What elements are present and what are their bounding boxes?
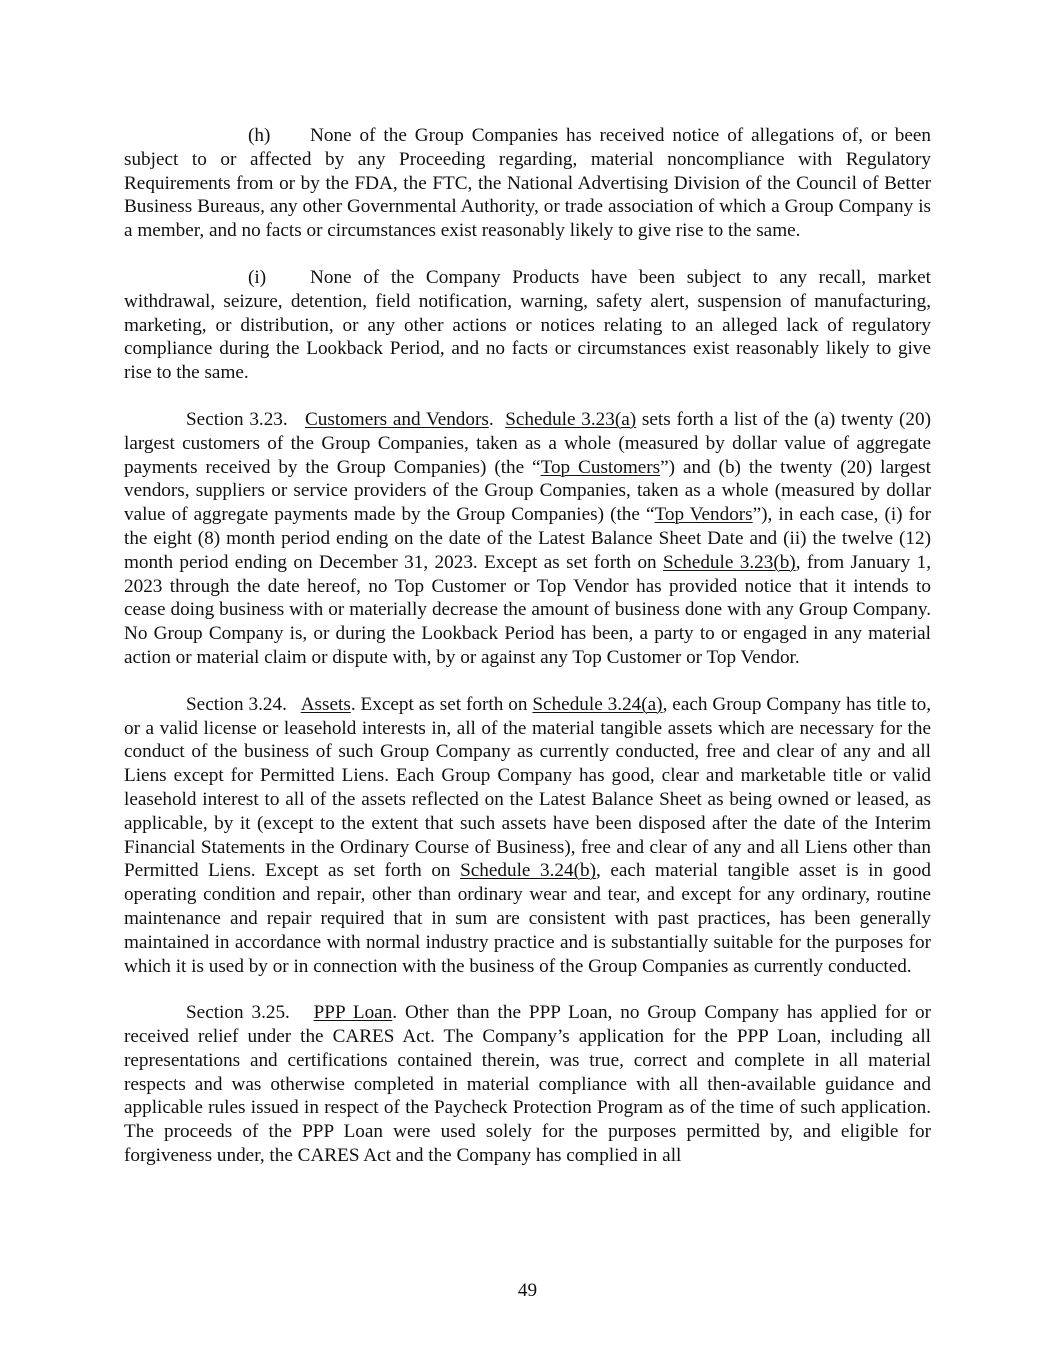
paragraph-i-number: (i) [248,266,267,288]
section-3-23-text-2: ”) and (b) the twenty (20) largest vendors, suppliers or service providers of the Group Companies, taken as a whole (measured by dollar value of aggregate payments made by the Group Companies) (the “ [124,456,931,526]
schedule-3-23-b-link: Schedule 3.23(b) [663,551,796,573]
section-3-23-title: Customers and Vendors [305,408,489,430]
section-3-24-text-1: . Except as set forth on [350,693,533,715]
section-3-24-text-2: , each Group Company has title to, or a valid license or leasehold interests in, all of the material tangible assets which are necessary for the conduct of the business of such Group Company as currently conducted, free and clear of any and all Liens except for Permitted Liens. Each Group Company has good, clear and marketable title or valid leasehold interest to all of the assets reflected on the Latest Balance Sheet as being owned or leased, as applicable, by it (except to the extent that such assets have been disposed after the date of the Interim Financial Statements in the Ordinary Course of Business), free and clear of any and all Liens other than Permitted Liens. Except as set forth on [124,693,931,882]
section-3-23-label: Section 3.23. [186,408,288,430]
section-3-25 [124,1001,931,1168]
page-number: 49 [517,1280,538,1301]
section-3-24-label: Section 3.24. [186,693,287,715]
section-3-23-text-4: , from January 1, 2023 through the date hereof, no Top Customer or Top Vendor has provided notice that it intends to cease doing business with or materially decrease the amount of business done with any Group Company. No Group Company is, or during the Lookback Period has been, a party to or engaged in any material action or material claim or dispute with, by or against any Top Customer or Top Vendor. [124,551,931,668]
section-3-23 [124,408,931,670]
paragraph-h [124,124,931,243]
section-3-25-label: Section 3.25. [186,1002,290,1024]
schedule-3-23-a-link: Schedule 3.23(a) [505,408,637,430]
section-3-24 [124,693,931,979]
section-3-24-text-3: , each material tangible asset is in good operating condition and repair, other than ordinary wear and tear, and except for any ordinary, routine maintenance and repair required that in sum are consistent with past practices, has been generally maintained in accordance with normal industry practice and is substantially suitable for the purposes for which it is used by or in connection with the business of the Group Companies as currently conducted. [124,860,931,977]
paragraph-h-text: None of the Group Companies has received notice of allegations of, or been subject to or affected by any Proceeding regarding, material noncompliance with Regulatory Requirements from or by the FDA, the FTC, the National Advertising Division of the Council of Better Business Bureaus, any other Governmental Authority, or trade association of which a Group Company is a member, and no facts or circumstances exist reasonably likely to give rise to the same. [124,125,931,242]
paragraph-i-text: None of the Company Products have been subject to any recall, market withdrawal, seizure, detention, field notification, warning, safety alert, suspension of manufacturing, marketing, or distribution, or any other actions or notices relating to an alleged lack of regulatory compliance during the Lookback Period, and no facts or circumstances exist reasonably likely to give rise to the same. [124,266,931,384]
paragraph-i [124,266,931,385]
section-3-23-text-3: ”), in each case, (i) for the eight (8) month period ending on the date of the Latest Balance Sheet Date and (ii) the twelve (12) month period ending on December 31, 2023. Except as set forth on [124,504,932,573]
section-3-23-title-period: . [488,408,494,430]
top-customers-term: Top Customers [540,456,661,478]
section-3-23-text-1: sets forth a list of the (a) twenty (20) largest customers of the Group Companies, taken as a whole (measured by dollar value of aggregate payments received by the Group Companies) (the “ [124,408,932,478]
section-3-25-text-1: . Other than the PPP Loan, no Group Company has applied for or received relief under the CARES Act. The Company’s application for the PPP Loan, including all representations and certifications contained therein, was true, correct and complete in all material respects and was otherwise completed in material compliance with all then-available guidance and applicable rules issued in respect of the Paycheck Protection Program as of the time of such application. The proceeds of the PPP Loan were used solely for the purposes permitted by, and eligible for forgiveness under, the CARES Act and the Company has complied in all [124,1002,932,1167]
schedule-3-24-b-link: Schedule 3.24(b) [460,860,596,882]
section-3-24-title: Assets [300,693,351,715]
document-page [124,124,931,1191]
section-3-25-title: PPP Loan [313,1002,393,1024]
paragraph-h-number: (h) [248,125,271,146]
top-vendors-term: Top Vendors [654,504,753,526]
schedule-3-24-a-link: Schedule 3.24(a) [532,693,663,715]
